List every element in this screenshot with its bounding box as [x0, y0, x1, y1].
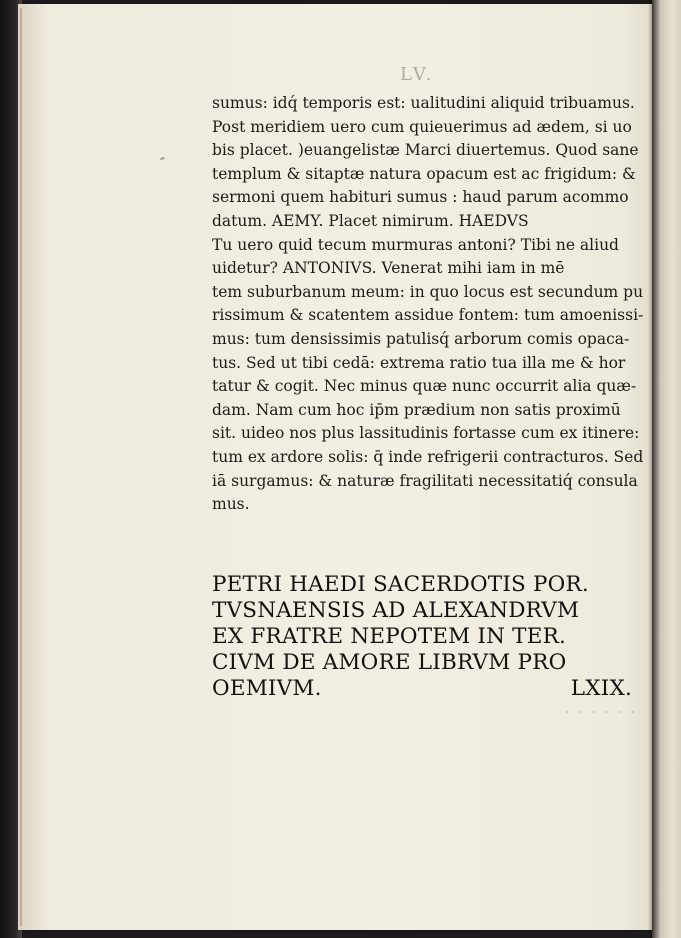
body-line: rissimum & scatentem assidue fontem: tum amoenissi-: [212, 306, 644, 325]
body-line: mus: tum densissimis patulisq́ arborum comis opaca-: [212, 329, 630, 348]
body-line: tum ex ardore solis: q̄ inde refrigerii contracturos. Sed: [212, 447, 644, 466]
colophon-line: TVSNAENSIS AD ALEXANDRVM: [212, 598, 580, 623]
colophon-last-word: OEMIVM.: [212, 676, 322, 701]
colophon-line: EX FRATRE NEPOTEM IN TER.: [212, 624, 567, 649]
body-text: [212, 92, 642, 517]
next-page-edge: [652, 0, 681, 938]
body-line: dam. Nam cum hoc ip̄m prædium non satis proximū: [212, 400, 621, 419]
body-line: sit. uideo nos plus lassitudinis fortasse cum ex itinere:: [212, 424, 640, 443]
body-line: uidetur? ANTONIVS. Venerat mihi iam in mē: [212, 259, 565, 278]
page-numeral: LV.: [400, 64, 435, 85]
body-line: Tu uero quid tecum murmuras antoni? Tibi ne aliud: [212, 235, 619, 254]
colophon-line: PETRI HAEDI SACERDOTIS POR.: [212, 572, 589, 597]
body-line: sumus: idq́ temporis est: ualitudini aliquid tribuamus.: [212, 94, 635, 112]
body-line: sermoni quem habituri sumus : haud parum acommo: [212, 188, 629, 207]
colophon-line: CIVM DE AMORE LIBRVM PRO: [212, 650, 567, 675]
colophon-last-line: [212, 676, 632, 702]
body-line: tatur & cogit. Nec minus quæ nunc occurrit alia quæ-: [212, 377, 637, 396]
body-line: tem suburbanum meum: in quo locus est secundum pu: [212, 282, 644, 301]
margin-annotation: ″: [160, 156, 165, 171]
body-line: mus.: [212, 495, 250, 514]
body-line: iā surgamus: & naturæ fragilitati necessitatiq́ consula: [212, 471, 638, 490]
body-line: templum & sitaptæ natura opacum est ac frigidum: &: [212, 164, 636, 183]
ornament-dots: · · · · · ·: [566, 708, 638, 717]
page-edge-line: [20, 8, 22, 926]
colophon-heading: [212, 572, 632, 702]
body-line: bis placet. )euangelistæ Marci diuertemus. Quod sane: [212, 141, 639, 160]
body-line: tus. Sed ut tibi cedā: extrema ratio tua illa me & hor: [212, 353, 626, 372]
colophon-chapter-number: LXIX.: [570, 676, 632, 701]
body-line: Post meridiem uero cum quieuerimus ad ædem, si uo: [212, 117, 632, 136]
body-line: datum. AEMY. Placet nimirum. HAEDVS: [212, 211, 529, 230]
